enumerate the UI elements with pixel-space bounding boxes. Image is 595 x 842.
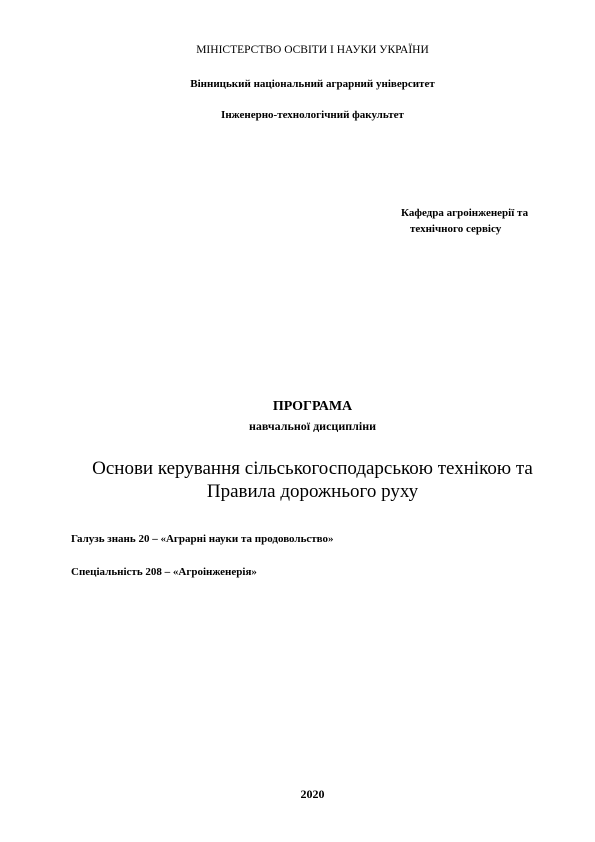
program-subtitle: навчальної дисципліни [248, 419, 377, 433]
document-year: 2020 [300, 787, 325, 801]
department-line-2: технічного сервісу [410, 223, 502, 235]
faculty-name: Інженерно-технологічний факультет [221, 109, 404, 121]
university-name: Вінницький національний аграрний університет [190, 78, 435, 90]
ministry-name: МІНІСТЕРСТВО ОСВІТИ І НАУКИ УКРАЇНИ [196, 44, 429, 56]
discipline-title-line-1: Основи керування сільськогосподарською технікою та [92, 458, 533, 479]
department-line-1: Кафедра агроінженерії та [401, 207, 529, 219]
specialty: Спеціальність 208 – «Агроінженерія» [71, 566, 257, 578]
program-title: ПРОГРАМА [272, 399, 353, 414]
field-of-knowledge: Галузь знань 20 – «Аграрні науки та продовольство» [71, 533, 334, 545]
discipline-title-line-2: Правила дорожнього руху [206, 481, 419, 502]
